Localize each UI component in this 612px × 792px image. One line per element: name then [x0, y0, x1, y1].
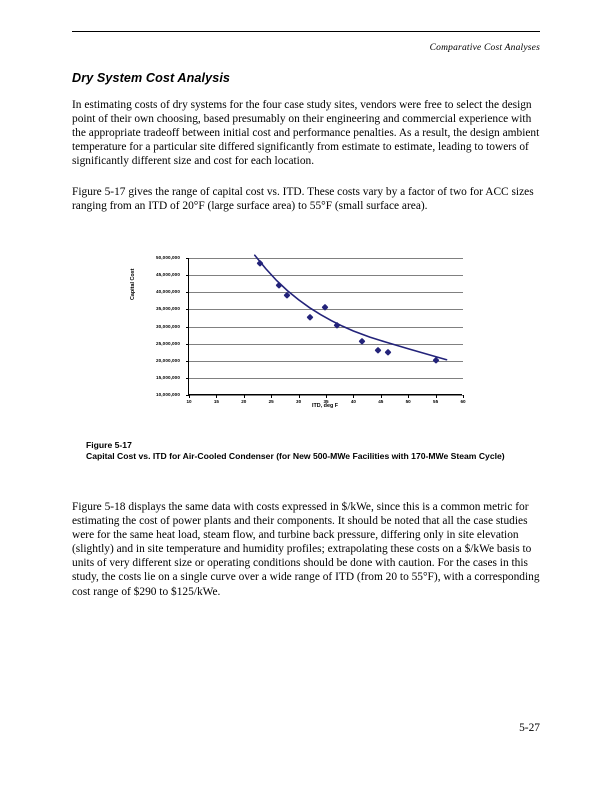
- chart-x-tick: [381, 395, 382, 398]
- header-rule: [72, 31, 540, 32]
- chart-x-tick-label: 15: [213, 399, 219, 404]
- chart-y-tick-label: 35,000,000: [156, 306, 180, 312]
- chart-trendline: [189, 258, 463, 395]
- chart-x-tick: [244, 395, 245, 398]
- chart-x-tick-label: 55: [433, 399, 439, 404]
- chart-y-tick-label: 10,000,000: [156, 392, 180, 397]
- chart-y-tick-label: 40,000,000: [156, 289, 180, 295]
- page-number: 5-27: [519, 722, 540, 734]
- chart-y-tick-label: 30,000,000: [156, 323, 180, 329]
- chart-y-tick-label: 50,000,000: [156, 255, 180, 260]
- paragraph-2: Figure 5-17 gives the range of capital cost vs. ITD. These costs vary by a factor of two for ACC sizes ranging from an ITD of 20°F (large surface area) to 55°F (small surface area).: [72, 186, 534, 213]
- chart-x-tick-label: 30: [296, 399, 302, 404]
- chart-x-tick-label: 25: [268, 399, 274, 404]
- chart-x-tick-label: 60: [460, 399, 466, 404]
- chart-y-tick-label: 25,000,000: [156, 340, 180, 346]
- chart-x-tick: [326, 395, 327, 398]
- chart-x-tick-label: 10: [186, 399, 192, 404]
- chart-y-tick-label: 45,000,000: [156, 272, 180, 278]
- chart-x-tick: [299, 395, 300, 398]
- figure-number: Figure 5-17: [86, 440, 132, 450]
- paragraph-3: Figure 5-18 displays the same data with costs expressed in $/kWe, since this is a common metric for estimating the cost of power plants and their components. It should be noted that all the case studies were for the same heat load, steam flow, and turbine back pressure, differing only in site elevation (slightly) and in site temperature and humidity profiles; extrapolating these costs on a $/kWe basis to units of very different size or operating conditions should be done with caution. For the cases in this study, the costs lie on a single curve over a wide range of ITD (from 20 to 55°F), with a corresponding cost range of $290 to $125/kWe.: [72, 501, 540, 598]
- figure-caption-text: Capital Cost vs. ITD for Air-Cooled Condenser (for New 500-MWe Facilities with 170-MWe Steam Cycle): [86, 451, 505, 462]
- chart-x-axis-title: ITD, deg F: [311, 403, 339, 409]
- chart-x-tick-label: 35: [323, 399, 329, 404]
- chart-y-tick-label: 20,000,000: [156, 357, 180, 363]
- paragraph-1: In estimating costs of dry systems for the four case study sites, vendors were free to select the design point of their own choosing, based presumably on their engineering and commercial experience with the appropriate tradeoff between initial cost and performance penalties. As a result, the design ambient temperature for a particular site differed significantly from estimate to estimate, leading to towers of significantly different size and cost for each location.: [72, 99, 540, 168]
- chart-y-tick-label: 15,000,000: [156, 374, 180, 380]
- chart-x-tick: [216, 395, 217, 398]
- chart-x-tick: [353, 395, 354, 398]
- chart-y-axis-title: Capital Cost: [130, 268, 136, 300]
- chart-x-tick: [436, 395, 437, 398]
- chart-plot-area: [156, 255, 466, 404]
- chart-x-tick: [189, 395, 190, 398]
- chart-x-tick-label: 40: [350, 399, 356, 404]
- chart-x-tick-label: 45: [378, 399, 384, 404]
- page-title: Dry System Cost Analysis: [72, 71, 231, 85]
- figure-5-17-chart: [110, 248, 470, 423]
- chart-x-tick: [463, 395, 464, 398]
- chart-x-tick: [271, 395, 272, 398]
- chart-x-tick-label: 20: [241, 399, 247, 404]
- running-header: Comparative Cost Analyses: [429, 43, 540, 53]
- chart-x-tick-label: 50: [405, 399, 411, 404]
- chart-x-tick: [408, 395, 409, 398]
- figure-caption: [86, 440, 526, 463]
